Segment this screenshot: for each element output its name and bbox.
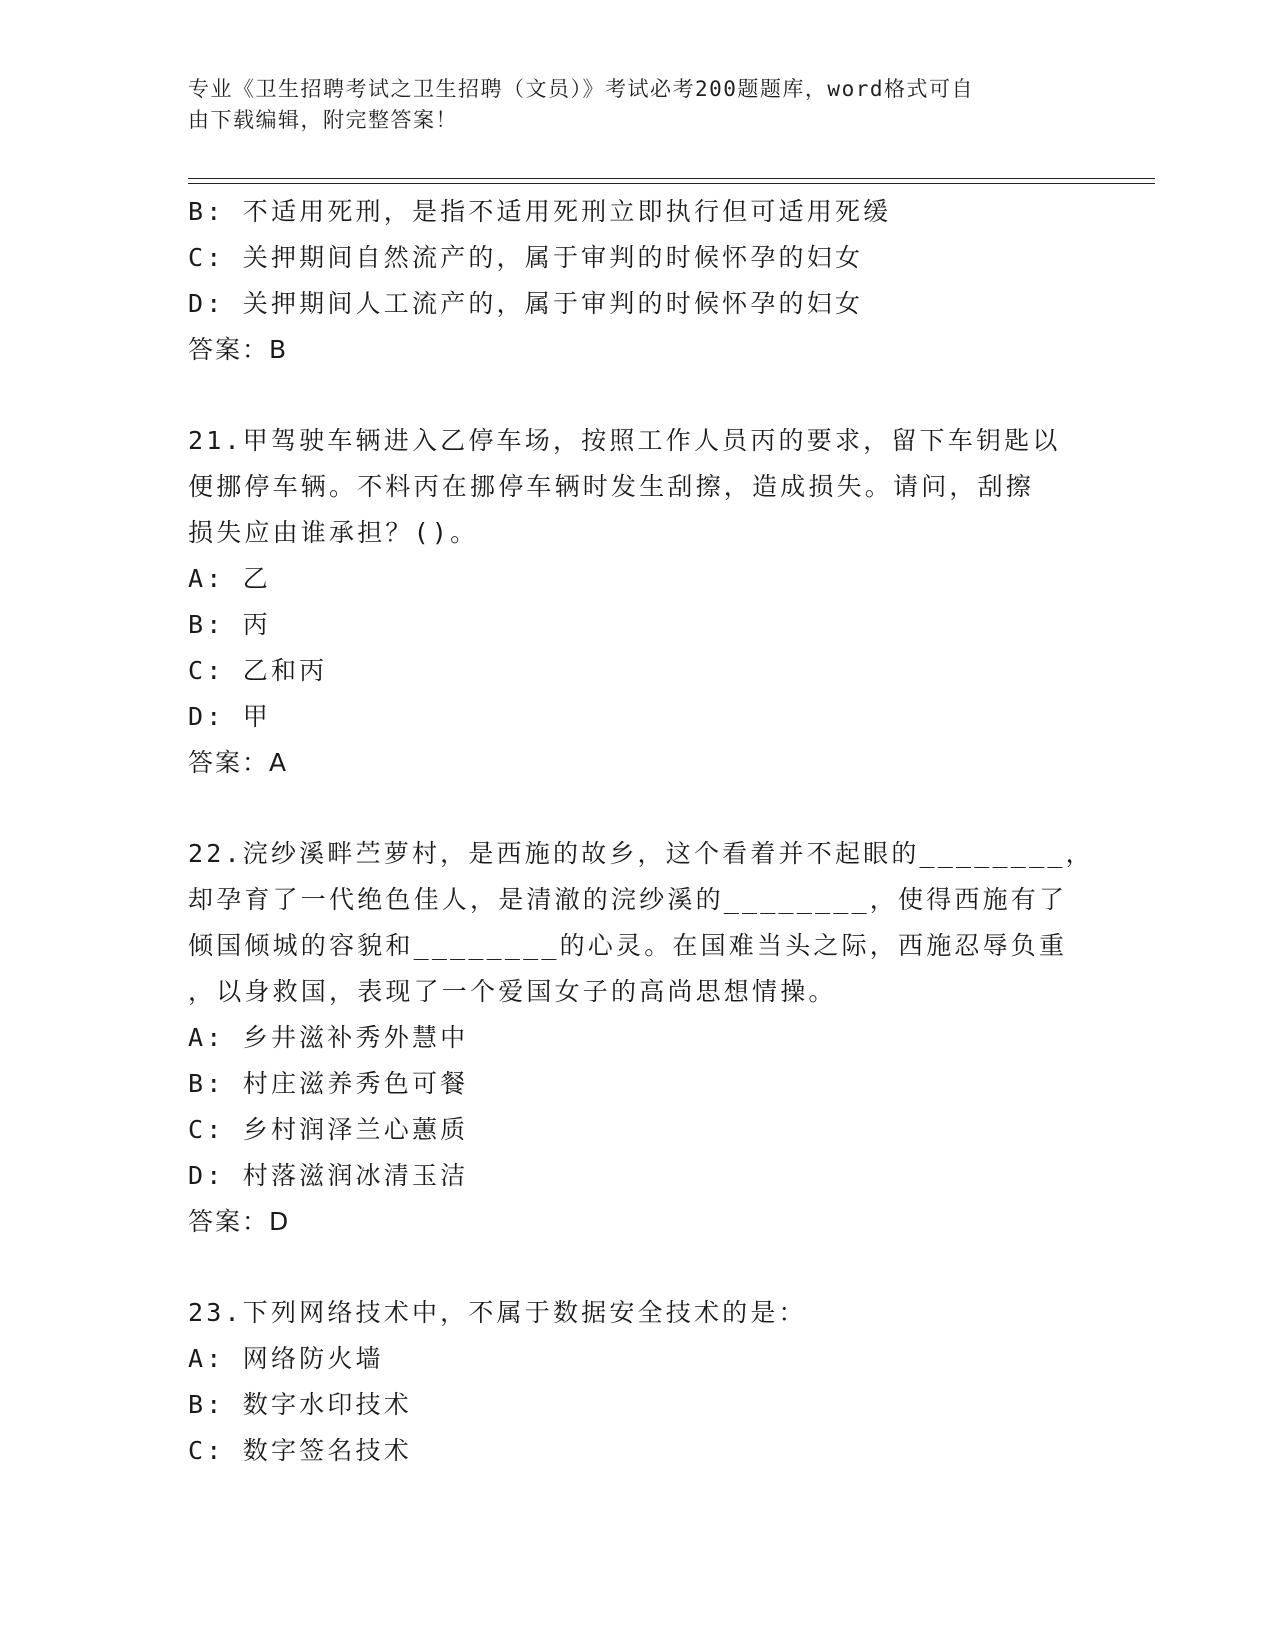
question-stem-line: ，以身救国，表现了一个爱国女子的高尚思想情操。	[188, 977, 837, 1006]
header-divider-top	[188, 178, 1155, 179]
option-d: D: 甲	[188, 702, 271, 731]
question-22	[188, 831, 1094, 1245]
option-b: B: 村庄滋养秀色可餐	[188, 1069, 469, 1098]
question-stem-line: 倾国倾城的容貌和________的心灵。在国难当头之际，西施忍辱负重	[188, 931, 1068, 960]
question-21	[188, 418, 1088, 786]
answer-line: 答案：D	[188, 1207, 291, 1236]
question-20-continuation	[188, 189, 1088, 373]
question-content	[188, 189, 1094, 1474]
header-divider-bottom	[188, 183, 1155, 184]
answer-line: 答案：B	[188, 335, 289, 364]
option-b: B: 不适用死刑，是指不适用死刑立即执行但可适用死缓	[188, 197, 892, 226]
option-d: D: 村落滋润冰清玉洁	[188, 1161, 469, 1190]
question-stem-line: 22.浣纱溪畔苎萝村，是西施的故乡，这个看着并不起眼的________，	[188, 839, 1094, 868]
header-line-2: 由下载编辑，附完整答案！	[188, 108, 458, 132]
spacer	[188, 373, 1088, 418]
question-23	[188, 1290, 1088, 1474]
option-a: A: 乙	[188, 564, 271, 593]
document-header	[188, 74, 1068, 136]
spacer	[188, 1245, 1088, 1290]
option-b: B: 数字水印技术	[188, 1390, 412, 1419]
option-c: C: 关押期间自然流产的，属于审判的时候怀孕的妇女	[188, 243, 864, 272]
option-c: C: 乡村润泽兰心蕙质	[188, 1115, 469, 1144]
option-c: C: 乙和丙	[188, 656, 328, 685]
question-stem-line: 便挪停车辆。不料丙在挪停车辆时发生刮擦，造成损失。请问，刮擦	[188, 472, 1035, 501]
answer-line: 答案：A	[188, 748, 289, 777]
option-a: A: 乡井滋补秀外慧中	[188, 1023, 469, 1052]
spacer	[188, 786, 1088, 831]
option-d: D: 关押期间人工流产的，属于审判的时候怀孕的妇女	[188, 289, 864, 318]
question-stem-line: 21.甲驾驶车辆进入乙停车场，按照工作人员丙的要求，留下车钥匙以	[188, 426, 1061, 455]
option-c: C: 数字签名技术	[188, 1436, 412, 1465]
option-b: B: 丙	[188, 610, 271, 639]
header-line-1: 专业《卫生招聘考试之卫生招聘（文员）》考试必考200题题库，word格式可自	[188, 77, 974, 101]
question-stem-line: 却孕育了一代绝色佳人，是清澈的浣纱溪的________，使得西施有了	[188, 885, 1068, 914]
option-a: A: 网络防火墙	[188, 1344, 384, 1373]
question-stem-line: 损失应由谁承担？()。	[188, 518, 479, 547]
question-stem-line: 23.下列网络技术中，不属于数据安全技术的是：	[188, 1298, 807, 1327]
